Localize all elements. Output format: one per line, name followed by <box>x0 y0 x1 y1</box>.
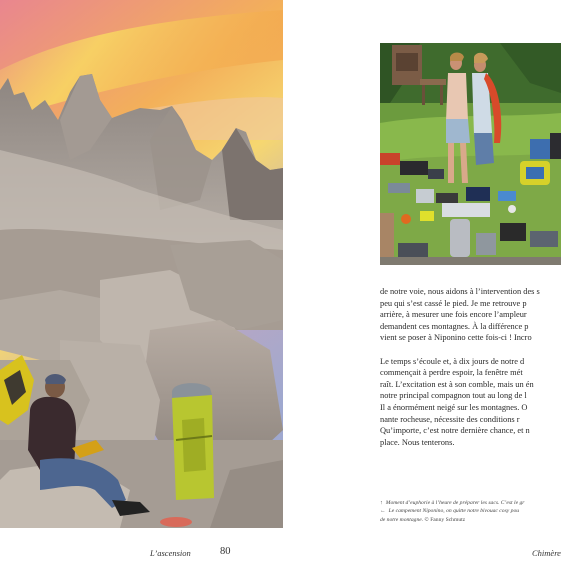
photo-captions <box>380 499 561 524</box>
running-footer-title: Chimère <box>532 548 561 558</box>
arrow-up-icon: ↑ <box>380 500 383 506</box>
text-line: notre principal compagnon tout au long de l <box>380 391 527 401</box>
text-line: commençait à perdre espoir, la fenêtre mét <box>380 368 523 378</box>
text-line: vient se poser à Niponino cette fois-ci ! Incro <box>380 333 532 343</box>
paragraph-gap <box>380 344 561 356</box>
arrow-left-icon: ← <box>380 508 386 515</box>
text-line: raît. L’excitation est à son comble, mais un én <box>380 379 534 389</box>
caption-text: Le campement Niponino, on quitte notre bivouac cosy pou <box>388 508 520 515</box>
body-text <box>380 286 561 448</box>
text-line: Qu’importe, c’est notre dernière chance, et n <box>380 426 530 436</box>
text-line: nante rocheuse, nécessite des conditions r <box>380 414 520 424</box>
text-line: demandent ces montagnes. À la différence p <box>380 321 529 331</box>
page-number: 80 <box>220 546 231 557</box>
text-line: Le temps s’écoule et, à dix jours de notre d <box>380 356 525 366</box>
caption-left-cont <box>380 516 561 524</box>
caption-left <box>380 507 561 515</box>
text-line: arrière, à mesurer une fois encore l’ampleur <box>380 310 527 320</box>
photo-credit: © Fanny Schmutz <box>424 516 466 523</box>
caption-up <box>380 499 561 507</box>
text-line: peu qui s’est cassé le pied. Je me retrouve p <box>380 298 527 308</box>
text-line: de notre voie, nous aidons à l’intervention des s <box>380 287 540 296</box>
text-line: place. Nous tenterons. <box>380 437 455 447</box>
text-line: Il a énormément neigé sur les montagnes. O <box>380 402 528 412</box>
campsite-photo <box>380 43 561 265</box>
caption-text: de notre montagne. <box>380 516 424 523</box>
running-footer-section: L’ascension <box>150 548 191 558</box>
caption-text: Moment d’euphorie à l’heure de préparer les sacs. C’est le gr <box>385 500 525 506</box>
mountain-photo <box>0 0 283 528</box>
